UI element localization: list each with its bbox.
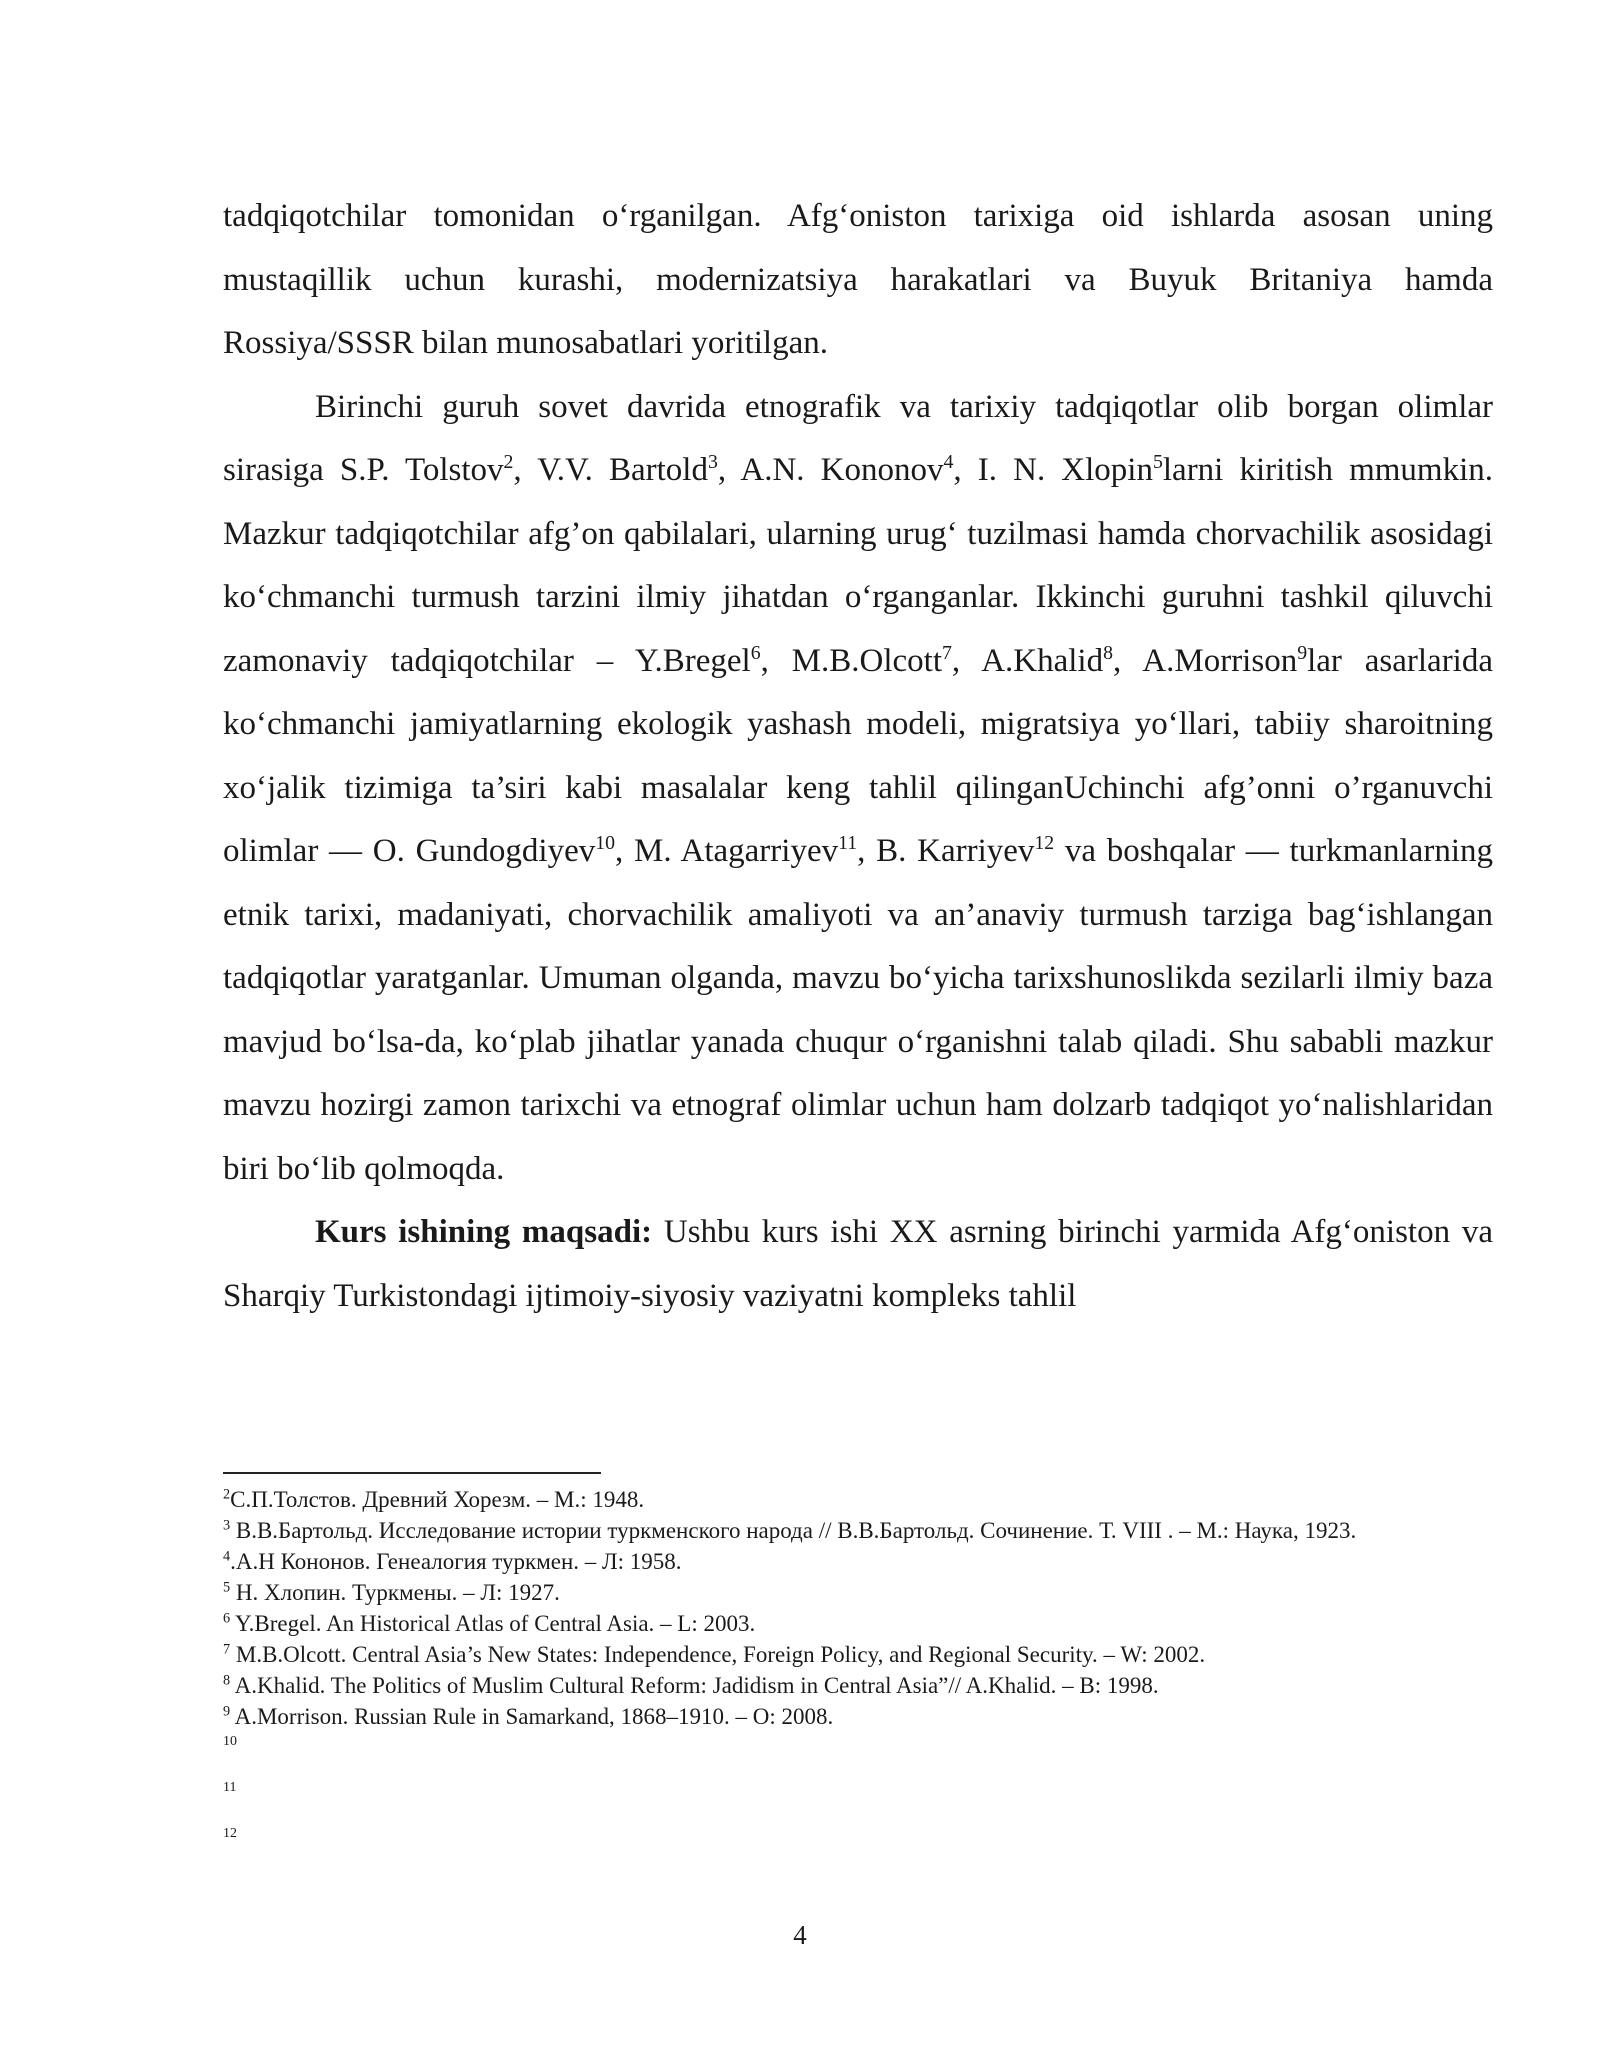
footnote-item <box>223 1670 1493 1701</box>
footnote-number: 11 <box>223 1780 237 1795</box>
footnote-ref[interactable]: 6 <box>750 641 761 664</box>
footnote-number: 12 <box>223 1826 237 1841</box>
footnote-number: 6 <box>223 1610 231 1627</box>
footnote-item <box>223 1732 1493 1778</box>
footnote-text: Н. Хлопин. Туркмены. – Л: 1927. <box>230 1580 560 1605</box>
footnote-item <box>223 1778 1493 1824</box>
footnote-item <box>223 1484 1493 1515</box>
footnote-item <box>223 1639 1493 1670</box>
footnote-item <box>223 1546 1493 1577</box>
footnote-number: 9 <box>223 1703 231 1720</box>
body-text <box>223 185 1493 1328</box>
footnote-number: 7 <box>223 1641 231 1658</box>
paragraph-2-text: Birinchi guruh sovet davrida etnografik va tarixiy tadqiqotlar olib borgan olimlar sirasiga S.P. Tolstov <box>223 388 1493 488</box>
footnote-ref[interactable]: 7 <box>942 641 952 664</box>
footnote-number: 3 <box>223 1517 231 1534</box>
footnote-text: .А.Н Кононов. Генеалогия туркмен. – Л: 1958. <box>230 1549 682 1574</box>
paragraph-3-text: Ushbu kurs ishi XX asrning birinchi yarmida Afg‘oniston va Sharqiy Turkistondagi ijtimoiy-siyosiy vaziyatni kompleks tahlil <box>223 1214 1493 1314</box>
footnote-item <box>223 1608 1493 1639</box>
footnote-text: Y.Bregel. An Historical Atlas of Central Asia. – L: 2003. <box>230 1611 756 1636</box>
paragraph-2-text: , M. Atagarriyev <box>615 833 839 869</box>
footnote-number: 4 <box>223 1548 231 1565</box>
paragraph-2-text: , V.V. Bartold <box>513 452 708 488</box>
footnote-ref[interactable]: 3 <box>707 451 718 473</box>
paragraph-2 <box>223 376 1493 1202</box>
footnote-separator <box>223 1472 601 1474</box>
footnote-ref[interactable]: 11 <box>838 832 858 854</box>
footnote-ref[interactable]: 12 <box>1034 832 1055 854</box>
paragraph-2-text: larni kiritish mmumkin. Mazkur tadqiqotchilar afg’on qabilalari, ularning urug‘ tuzilmasi hamda chorvachilik asosidagi ko‘chmanchi turmush tarzini ilmiy jihatdan o‘rganganlar. Ikkinchi guruhni tashkil qiluvchi zamonaviy tadqiqotchilar – Y.Bregel <box>223 452 1494 679</box>
paragraph-3 <box>223 1201 1493 1328</box>
footnote-item <box>223 1577 1493 1608</box>
footnote-ref[interactable]: 4 <box>943 451 954 473</box>
paragraph-2-text: , M.B.Olcott <box>760 642 943 679</box>
footnote-ref[interactable]: 10 <box>595 832 616 854</box>
footnote-number: 10 <box>223 1734 237 1749</box>
footnote-text: A.Morrison. Russian Rule in Samarkand, 1868–1910. – O: 2008. <box>230 1704 834 1729</box>
footnote-ref[interactable]: 8 <box>1103 641 1113 664</box>
paragraph-2-text: , A.Morrison <box>1113 642 1298 679</box>
paragraph-2-text: , B. Karriyev <box>857 833 1035 869</box>
footnote-number: 2 <box>223 1486 231 1503</box>
page-number: 4 <box>793 1920 807 1950</box>
section-heading: Kurs ishining maqsadi: <box>315 1214 653 1250</box>
paragraph-1: tadqiqotchilar tomonidan o‘rganilgan. Afg‘oniston tarixiga oid ishlarda asosan uning mustaqillik uchun kurashi, modernizatsiya harakatlari va Buyuk Britaniya hamda Rossiya/SSSR bilan munosabatlari yoritilgan. <box>223 198 1493 361</box>
footnote-ref[interactable]: 5 <box>1152 451 1163 473</box>
paragraph-2-text: , A.N. Kononov <box>717 452 944 488</box>
footnote-ref[interactable]: 9 <box>1297 641 1308 664</box>
footnote-item <box>223 1515 1493 1546</box>
footnote-number: 8 <box>223 1672 231 1689</box>
footnote-ref[interactable]: 2 <box>503 451 514 473</box>
footnote-item <box>223 1824 1493 1870</box>
footnote-text: С.П.Толстов. Древний Хорезм. – М.: 1948. <box>230 1487 645 1512</box>
footnote-text: A.Khalid. The Politics of Muslim Cultural Reform: Jadidism in Central Asia”// A.Khalid. – B: 1998. <box>230 1673 1159 1698</box>
paragraph-2-text: , I. N. Xlopin <box>953 452 1153 488</box>
paragraph-2-text: va boshqalar — turkmanlarning etnik tarixi, madaniyati, chorvachilik amaliyoti va an’anaviy turmush tarziga bag‘ishlangan tadqiqotlar yaratganlar. Umuman olganda, mavzu bo‘yicha tarixshunoslikda sezilarli ilmiy baza mavjud bo‘lsa-da, ko‘plab jihatlar yanada chuqur o‘rganishni talab qiladi. Shu sababli mazkur mavzu hozirgi zamon tarixchi va etnograf olimlar uchun ham dolzarb tadqiqot yo‘nalishlaridan biri bo‘lib qolmoqda. <box>223 833 1493 1187</box>
paragraph-2-text: , A.Khalid <box>951 642 1104 679</box>
paragraph-2-text: lar asarlarida ko‘chmanchi jamiyatlarning ekologik yashash modeli, migratsiya yo‘llari, tabiiy sharoitning xo‘jalik tizimiga ta’siri kabi masalalar keng tahlil qilinganUchinchi afg’onni o’rganuvchi olimlar — O. Gundogdiyev <box>223 642 1493 869</box>
footnote-item <box>223 1701 1493 1732</box>
footnote-text: В.В.Бартольд. Исследование истории туркменского народа // В.В.Бартольд. Сочинение. Т. VIII . – М.: Наука, 1923. <box>230 1518 1357 1543</box>
footnotes <box>223 1484 1493 1870</box>
footnote-text: M.B.Olcott. Central Asia’s New States: Independence, Foreign Policy, and Regional Security. – W: 2002. <box>230 1642 1206 1667</box>
footnote-number: 5 <box>223 1579 231 1596</box>
